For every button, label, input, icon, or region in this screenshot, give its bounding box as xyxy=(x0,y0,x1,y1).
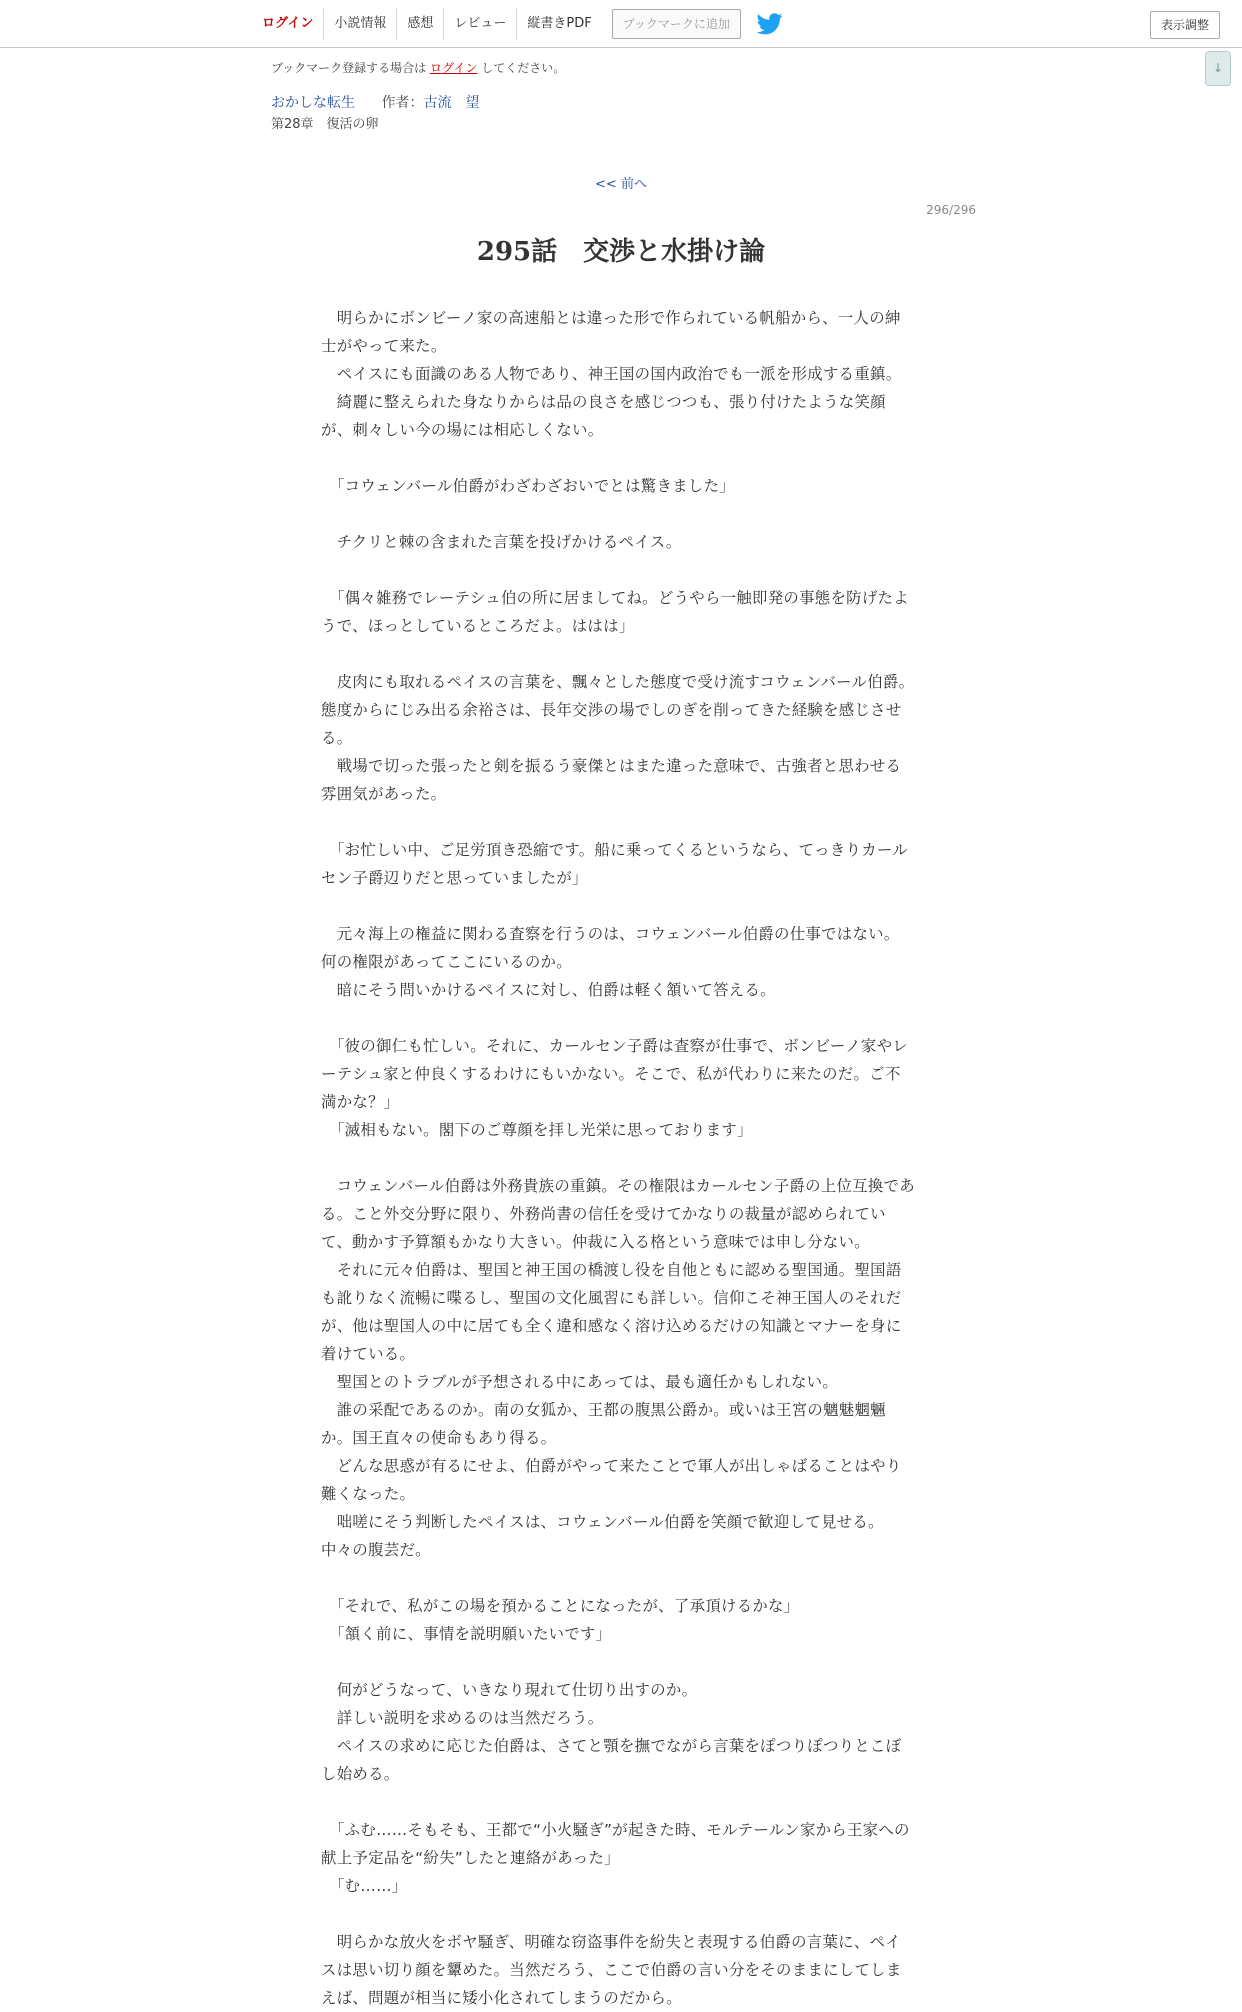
body-paragraph: 「ふむ……そもそも、王都で“小火騒ぎ”が起きた時、モルテールン家から王家への献上予定品を“紛失”したと連絡があった」 xyxy=(321,1821,910,1867)
series-title-link[interactable]: おかしな転生 xyxy=(271,95,355,111)
body-paragraph xyxy=(321,1900,915,1928)
body-paragraph: 「頷く前に、事情を説明願いたいです」 xyxy=(321,1625,612,1643)
body-paragraph xyxy=(321,808,915,836)
series-line xyxy=(271,92,971,114)
bookmark-notice xyxy=(271,58,971,78)
prev-page-link[interactable]: << 前へ xyxy=(595,177,647,192)
body-paragraph xyxy=(321,444,915,472)
body-paragraph: 何がどうなって、いきなり現れて仕切り出すのか。 xyxy=(321,1681,698,1699)
novel-meta xyxy=(271,58,971,136)
author-link[interactable]: 古流 望 xyxy=(423,95,480,111)
body-paragraph xyxy=(321,892,915,920)
display-settings-button[interactable]: 表示調整 xyxy=(1150,11,1220,39)
body-paragraph xyxy=(321,1144,915,1172)
top-header xyxy=(0,0,1242,48)
bookmark-notice-text: ブックマーク登録する場合は xyxy=(271,61,430,75)
body-paragraph: 「滅相もない。閣下のご尊顔を拝し光栄に思っております」 xyxy=(321,1121,753,1139)
nav-vertical-pdf-link[interactable]: 縦書きPDF xyxy=(516,8,601,40)
bookmark-login-link[interactable]: ログイン xyxy=(429,61,478,75)
nav-login-link[interactable]: ログイン xyxy=(262,16,314,31)
nav-review-link[interactable]: レビュー xyxy=(443,8,516,40)
body-paragraph: 咄嗟にそう判断したペイスは、コウェンバール伯爵を笑顔で歓迎して見せる。中々の腹芸だ。 xyxy=(321,1513,884,1559)
body-paragraph xyxy=(321,1564,915,1592)
chapter-title: 第28章 復活の卵 xyxy=(271,117,379,132)
body-paragraph xyxy=(321,640,915,668)
nav-impressions-link[interactable]: 感想 xyxy=(396,8,443,40)
body-paragraph: 綺麗に整えられた身なりからは品の良さを感じつつも、張り付けたような笑顔が、刺々しい今の場には相応しくない。 xyxy=(321,393,886,439)
body-paragraph: ペイスの求めに応じた伯爵は、さてと顎を撫でながら言葉をぽつりぽつりとこぼし始める。 xyxy=(321,1737,902,1783)
body-paragraph: 詳しい説明を求めるのは当然だろう。 xyxy=(321,1709,604,1727)
body-paragraph xyxy=(321,1648,915,1676)
bookmark-notice-text-end: してください。 xyxy=(477,61,566,75)
body-paragraph: 「お忙しい中、ご足労頂き恐縮です。船に乗ってくるというなら、てっきりカールセン子爵辺りだと思っていましたが」 xyxy=(321,841,909,887)
scroll-down-button[interactable]: ↓ xyxy=(1205,51,1231,86)
body-paragraph: どんな思惑が有るにせよ、伯爵がやって来たことで軍人が出しゃばることはやり難くなった。 xyxy=(321,1457,902,1503)
body-paragraph: 「偶々雑務でレーテシュ伯の所に居ましてね。どうやら一触即発の事態を防げたようで、ほっとしているところだよ。ははは」 xyxy=(321,589,909,635)
body-paragraph: 「む……」 xyxy=(321,1877,408,1895)
body-paragraph xyxy=(321,1004,915,1032)
body-paragraph: ペイスにも面識のある人物であり、神王国の国内政治でも一派を形成する重鎮。 xyxy=(321,365,902,383)
body-paragraph: 「それで、私がこの場を預かることになったが、了承頂けるかな」 xyxy=(321,1597,800,1615)
body-paragraph: 皮肉にも取れるペイスの言葉を、飄々とした態度で受け流すコウェンバール伯爵。態度からにじみ出る余裕さは、長年交渉の場でしのぎを削ってきた経験を感じさせる。 xyxy=(321,673,915,747)
body-paragraph xyxy=(321,556,915,584)
author-label: 作者： xyxy=(381,95,424,111)
top-nav xyxy=(252,8,783,40)
body-paragraph: 明らかな放火をボヤ騒ぎ、明確な窃盗事件を紛失と表現する伯爵の言葉に、ペイスは思い切り顔を顰めた。当然だろう、ここで伯爵の言い分をそのままにしてしまえば、問題が相当に矮小化されてしまうのだから。 xyxy=(321,1933,902,2007)
body-paragraph: 誰の采配であるのか。南の女狐か、王都の腹黒公爵か。或いは王宮の魑魅魍魎か。国王直々の使命もあり得る。 xyxy=(321,1401,886,1447)
body-paragraph xyxy=(321,500,915,528)
body-paragraph: それに元々伯爵は、聖国と神王国の橋渡し役を自他ともに認める聖国通。聖国語も訛りなく流暢に喋るし、聖国の文化風習にも詳しい。信仰こそ神王国人のそれだが、他は聖国人の中に居ても全く違和感なく溶け込めるだけの知識とマナーを身に着けている。 xyxy=(321,1261,902,1363)
episode-title: 295話 交渉と水掛け論 xyxy=(476,237,766,267)
twitter-icon[interactable] xyxy=(757,13,783,35)
page-counter: 296/296 xyxy=(926,203,976,217)
body-paragraph: 聖国とのトラブルが予想される中にあっては、最も適任かもしれない。 xyxy=(321,1373,839,1391)
body-paragraph xyxy=(321,1788,915,1816)
body-paragraph: 明らかにボンビーノ家の高速船とは違った形で作られている帆船から、一人の紳士がやって来た。 xyxy=(321,309,901,355)
add-bookmark-button[interactable]: ブックマークに追加 xyxy=(612,9,741,39)
novel-body xyxy=(321,304,915,2012)
body-paragraph: 「コウェンバール伯爵がわざわざおいでとは驚きました」 xyxy=(321,477,735,495)
body-paragraph: 元々海上の権益に関わる査察を行うのは、コウェンバール伯爵の仕事ではない。何の権限があってここにいるのか。 xyxy=(321,925,900,971)
body-paragraph: コウェンバール伯爵は外務貴族の重鎮。その権限はカールセン子爵の上位互換である。こと外交分野に限り、外務尚書の信任を受けてかなりの裁量が認められていて、動かす予算額もかなり大きい。仲裁に入る格という意味では申し分ない。 xyxy=(321,1177,915,1251)
nav-novel-info-link[interactable]: 小説情報 xyxy=(323,8,396,40)
body-paragraph: 暗にそう問いかけるペイスに対し、伯爵は軽く頷いて答える。 xyxy=(321,981,776,999)
body-paragraph: 「彼の御仁も忙しい。それに、カールセン子爵は査察が仕事で、ボンビーノ家やレーテシュ家と仲良くするわけにもいかない。そこで、私が代わりに来たのだ。ご不満かな？」 xyxy=(321,1037,909,1111)
body-paragraph: チクリと棘の含まれた言葉を投げかけるペイス。 xyxy=(321,533,682,551)
body-paragraph: 戦場で切った張ったと剣を振るう豪傑とはまた違った意味で、古強者と思わせる雰囲気があった。 xyxy=(321,757,902,803)
